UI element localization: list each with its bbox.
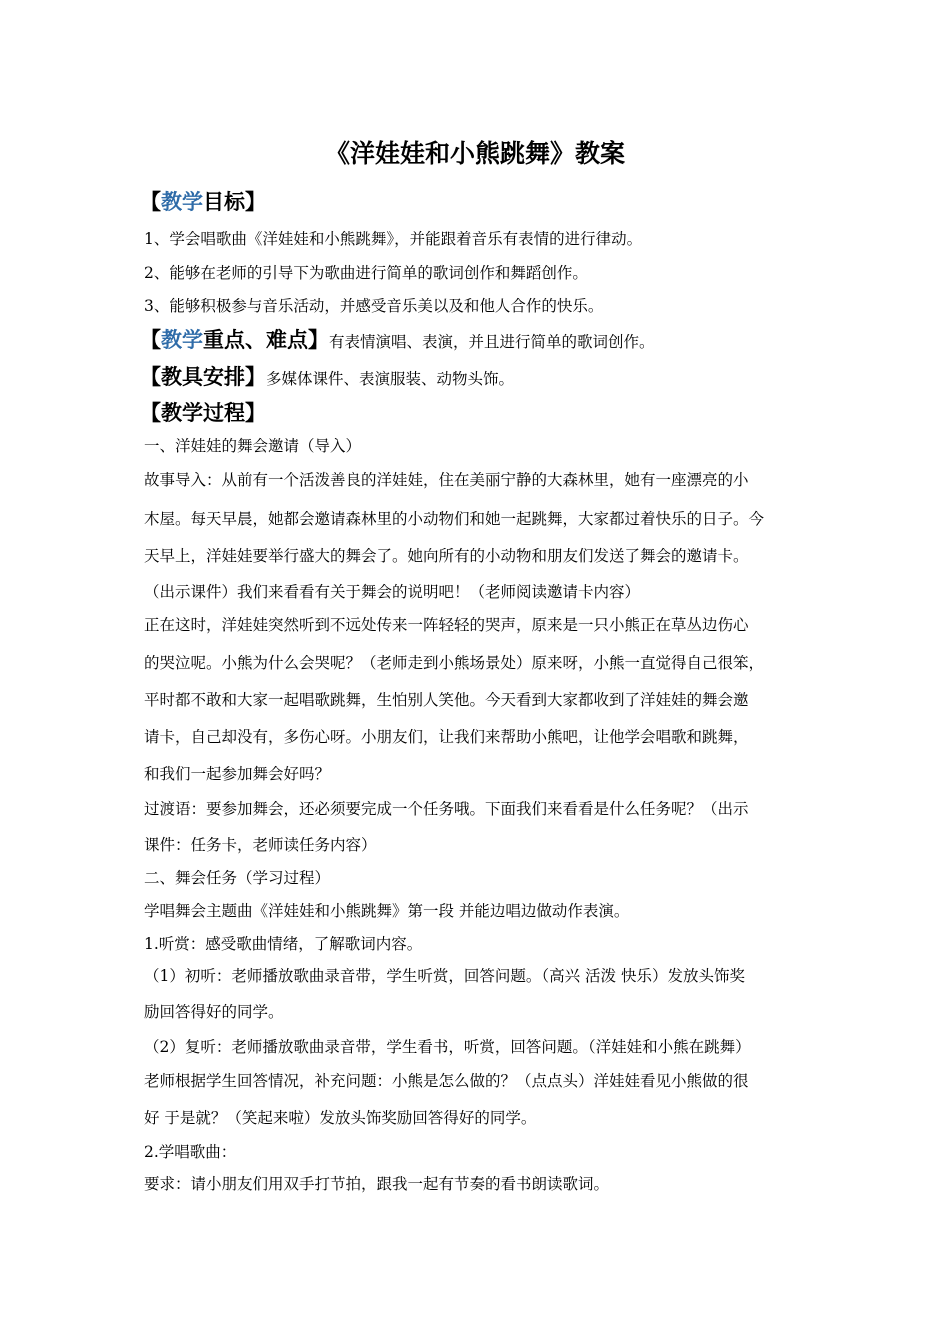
body-line: 励回答得好的同学。 [144,1003,284,1021]
body-line: 平时都不敢和大家一起唱歌跳舞，生怕别人笑他。今天看到大家都收到了洋娃娃的舞会邀 [144,691,749,709]
goal-line: 1、学会唱歌曲《洋娃娃和小熊跳舞》，并能跟着音乐有表情的进行律动。 [144,230,643,248]
body-line: 1.听赏：感受歌曲情绪，了解歌词内容。 [144,935,423,953]
body-line: 木屋。每天早晨，她都会邀请森林里的小动物们和她一起跳舞，大家都过着快乐的日子。今 [144,510,765,528]
heading-key-points [140,324,655,354]
tools-text: 多媒体课件、表演服装、动物头饰。 [266,370,515,388]
body-line: 的哭泣呢。小熊为什么会哭呢？（老师走到小熊场景处）原来呀，小熊一直觉得自己很笨， [144,654,765,672]
body-line: 好 于是就？（笑起来啦）发放头饰奖励回答得好的同学。 [144,1109,537,1127]
body-line: （出示课件）我们来看看有关于舞会的说明吧！（老师阅读邀请卡内容） [144,583,641,601]
body-line: 天早上，洋娃娃要举行盛大的舞会了。她向所有的小动物和朋友们发送了舞会的邀请卡。 [144,547,749,565]
document-title: 《洋娃娃和小熊跳舞》教案 [324,139,625,168]
heading-tools-label: 【教具安排】 [140,365,266,389]
heading-key-blue: 教学 [161,328,203,352]
heading-teaching-goals [140,186,266,216]
body-line: 过渡语：要参加舞会，还必须要完成一个任务哦。下面我们来看看是什么任务呢？（出示 [144,800,749,818]
heading-teaching-process: 【教学过程】 [140,401,266,425]
body-line: 学唱舞会主题曲《洋娃娃和小熊跳舞》第一段 并能边唱边做动作表演。 [144,902,630,920]
body-line: 和我们一起参加舞会好吗？ [144,765,331,783]
heading-goals-open: 【 [140,190,161,214]
body-line: 一、洋娃娃的舞会邀请（导入） [144,437,362,455]
body-line: （1）初听：老师播放歌曲录音带，学生听赏，回答问题。（高兴 活泼 快乐）发放头饰奖 [144,967,745,985]
heading-goals-rest: 目标】 [203,190,266,214]
body-line: 请卡，自己却没有，多伤心呀。小朋友们，让我们来帮助小熊吧，让他学会唱歌和跳舞， [144,728,749,746]
body-line: 正在这时，洋娃娃突然听到不远处传来一阵轻轻的哭声，原来是一只小熊正在草丛边伤心 [144,616,749,634]
goal-line: 3、能够积极参与音乐活动，并感受音乐美以及和他人合作的快乐。 [144,297,604,315]
body-line: 课件：任务卡，老师读任务内容） [144,836,377,854]
body-line: （2）复听：老师播放歌曲录音带，学生看书，听赏，回答问题。（洋娃娃和小熊在跳舞） [144,1038,751,1056]
body-line: 2.学唱歌曲： [144,1143,237,1161]
heading-key-rest: 重点、难点】 [203,328,329,352]
body-line: 故事导入：从前有一个活泼善良的洋娃娃，住在美丽宁静的大森林里，她有一座漂亮的小 [144,471,749,489]
goal-line: 2、能够在老师的引导下为歌曲进行简单的歌词创作和舞蹈创作。 [144,264,588,282]
body-line: 老师根据学生回答情况，补充问题：小熊是怎么做的？（点点头）洋娃娃看见小熊做的很 [144,1072,749,1090]
body-line: 要求：请小朋友们用双手打节拍，跟我一起有节奏的看书朗读歌词。 [144,1175,610,1193]
body-line: 二、舞会任务（学习过程） [144,869,331,887]
heading-key-open: 【 [140,328,161,352]
heading-teaching-tools [140,361,514,391]
key-points-text: 有表情演唱、表演，并且进行简单的歌词创作。 [329,333,655,351]
heading-goals-blue: 教学 [161,190,203,214]
